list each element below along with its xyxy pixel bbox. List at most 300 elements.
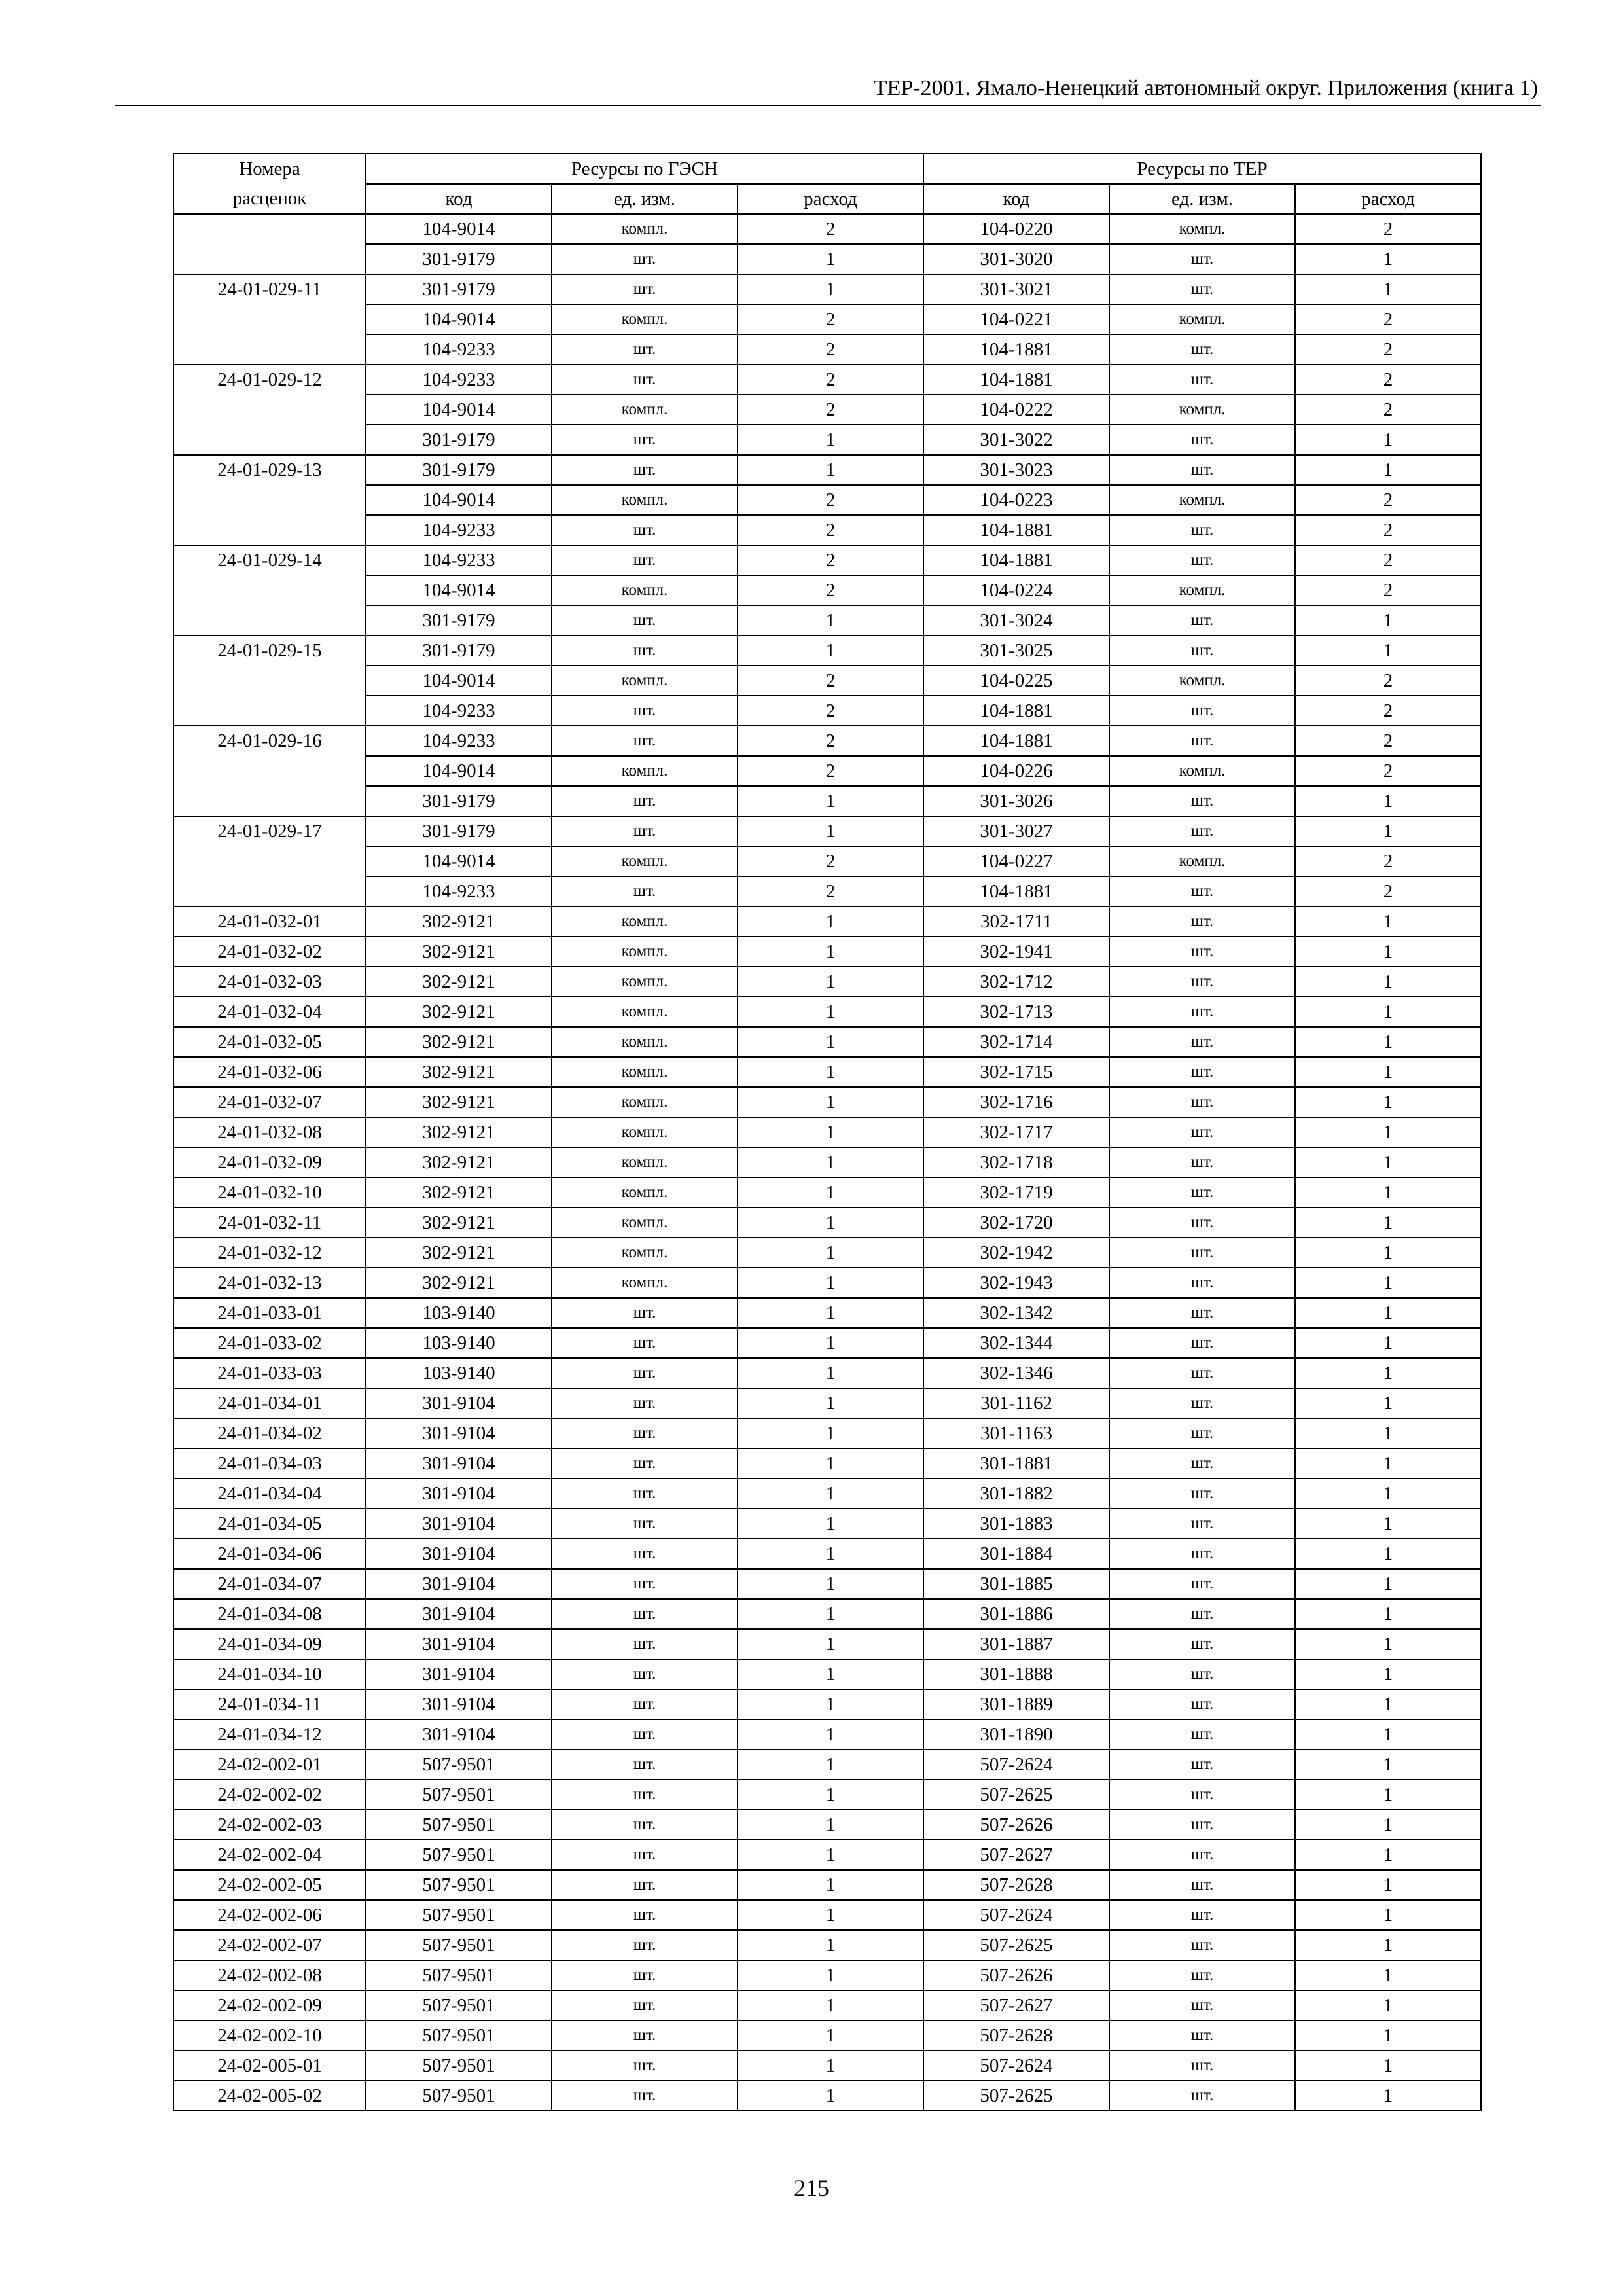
cell-gesn-unit: компл. [552,756,738,786]
cell-gesn-unit: шт. [552,1448,738,1479]
cell-ter-qty: 1 [1295,1780,1481,1810]
table-row [173,455,1481,485]
cell-ter-code: 104-1881 [923,515,1109,545]
cell-gesn-unit: шт. [552,1719,738,1749]
cell-gesn-unit: компл. [552,1177,738,1208]
cell-ter-qty: 2 [1295,214,1481,244]
cell-gesn-qty: 1 [738,1840,923,1870]
cell-ter-unit: шт. [1109,1448,1295,1479]
header-title: ТЕР-2001. Ямало-Ненецкий автономный округ. Приложения (книга 1) [873,76,1538,100]
cell-ter-code: 301-1162 [923,1388,1109,1418]
cell-ter-unit: шт. [1109,636,1295,666]
cell-gesn-code: 104-9233 [366,545,552,575]
cell-gesn-unit: компл. [552,1268,738,1298]
cell-gesn-code: 302-9121 [366,1208,552,1238]
cell-gesn-qty: 1 [738,1990,923,2020]
cell-gesn-code: 103-9140 [366,1298,552,1328]
cell-ter-code: 301-1889 [923,1689,1109,1719]
cell-rate-number: 24-02-002-04 [173,1840,366,1870]
table-row [173,1509,1481,1539]
cell-gesn-qty: 1 [738,906,923,937]
cell-ter-code: 301-3026 [923,786,1109,816]
cell-gesn-unit: компл. [552,997,738,1027]
head-ter-group: Ресурсы по ТЕР [923,154,1481,184]
cell-ter-unit: шт. [1109,1268,1295,1298]
cell-ter-qty: 1 [1295,1659,1481,1689]
cell-gesn-qty: 1 [738,1328,923,1358]
cell-gesn-qty: 2 [738,304,923,334]
cell-ter-code: 104-0223 [923,485,1109,515]
cell-rate-number: 24-01-034-04 [173,1479,366,1509]
cell-gesn-unit: компл. [552,304,738,334]
table-row [173,515,1481,545]
table-row [173,1810,1481,1840]
cell-ter-code: 302-1942 [923,1238,1109,1268]
cell-gesn-qty: 1 [738,1177,923,1208]
cell-gesn-qty: 1 [738,2081,923,2111]
cell-ter-code: 302-1346 [923,1358,1109,1388]
cell-ter-code: 301-1883 [923,1509,1109,1539]
cell-gesn-code: 507-9501 [366,1930,552,1960]
cell-rate-number: 24-01-034-07 [173,1569,366,1599]
cell-ter-code: 104-0222 [923,395,1109,425]
cell-rate-number: 24-01-029-14 [173,545,366,575]
cell-rate-number: 24-02-002-03 [173,1810,366,1840]
cell-ter-unit: шт. [1109,1509,1295,1539]
cell-gesn-code: 301-9104 [366,1418,552,1448]
cell-gesn-unit: шт. [552,1298,738,1328]
table-body [173,214,1481,2111]
cell-gesn-qty: 1 [738,1930,923,1960]
cell-gesn-code: 104-9014 [366,485,552,515]
cell-gesn-code: 507-9501 [366,1749,552,1780]
cell-ter-qty: 1 [1295,1900,1481,1930]
cell-ter-code: 507-2624 [923,1749,1109,1780]
cell-ter-unit: шт. [1109,1780,1295,1810]
table-row [173,395,1481,425]
cell-gesn-unit: шт. [552,2051,738,2081]
cell-ter-qty: 1 [1295,1689,1481,1719]
cell-rate-number: 24-01-034-11 [173,1689,366,1719]
cell-ter-qty: 1 [1295,2051,1481,2081]
cell-gesn-qty: 1 [738,1780,923,1810]
cell-gesn-unit: шт. [552,425,738,455]
table-row [173,1027,1481,1057]
cell-rate-number: 24-01-034-05 [173,1509,366,1539]
cell-gesn-qty: 1 [738,1509,923,1539]
cell-gesn-unit: шт. [552,1930,738,1960]
cell-ter-unit: компл. [1109,846,1295,876]
cell-rate-number: 24-01-034-12 [173,1719,366,1749]
cell-ter-qty: 2 [1295,395,1481,425]
cell-ter-unit: шт. [1109,515,1295,545]
cell-ter-qty: 1 [1295,605,1481,636]
cell-rate-number: 24-01-033-03 [173,1358,366,1388]
table-row [173,1930,1481,1960]
cell-ter-unit: шт. [1109,1539,1295,1569]
cell-ter-unit: шт. [1109,1147,1295,1177]
cell-ter-qty: 1 [1295,997,1481,1027]
cell-gesn-code: 301-9179 [366,636,552,666]
cell-gesn-qty: 1 [738,1418,923,1448]
cell-gesn-qty: 1 [738,1238,923,1268]
cell-gesn-code: 104-9233 [366,696,552,726]
cell-ter-qty: 2 [1295,515,1481,545]
cell-gesn-qty: 1 [738,1027,923,1057]
cell-gesn-unit: шт. [552,1569,738,1599]
cell-rate-number: 24-01-034-06 [173,1539,366,1569]
cell-ter-qty: 2 [1295,485,1481,515]
table-row [173,1749,1481,1780]
head-gesn-code: код [366,184,552,214]
cell-rate-number: 24-01-029-13 [173,455,366,485]
cell-gesn-code: 301-9104 [366,1388,552,1418]
cell-gesn-qty: 1 [738,1298,923,1328]
cell-gesn-unit: шт. [552,244,738,274]
cell-gesn-code: 104-9014 [366,395,552,425]
cell-ter-qty: 2 [1295,334,1481,365]
cell-rate-number [173,876,366,906]
cell-ter-unit: компл. [1109,304,1295,334]
cell-rate-number [173,425,366,455]
cell-ter-qty: 1 [1295,1087,1481,1117]
cell-ter-unit: шт. [1109,2051,1295,2081]
cell-gesn-qty: 1 [738,786,923,816]
cell-gesn-code: 104-9233 [366,334,552,365]
cell-gesn-qty: 1 [738,636,923,666]
cell-gesn-code: 301-9179 [366,425,552,455]
cell-gesn-qty: 1 [738,1479,923,1509]
cell-gesn-unit: шт. [552,1870,738,1900]
cell-ter-qty: 1 [1295,1328,1481,1358]
cell-ter-code: 507-2626 [923,1960,1109,1990]
cell-ter-unit: шт. [1109,274,1295,304]
cell-gesn-qty: 1 [738,1629,923,1659]
cell-ter-code: 104-1881 [923,876,1109,906]
cell-gesn-qty: 1 [738,1870,923,1900]
head-rates-line2: расценок [173,184,366,214]
cell-ter-code: 302-1715 [923,1057,1109,1087]
cell-rate-number: 24-02-002-06 [173,1900,366,1930]
cell-gesn-qty: 1 [738,937,923,967]
cell-gesn-unit: шт. [552,1900,738,1930]
cell-ter-qty: 1 [1295,1027,1481,1057]
cell-gesn-code: 301-9104 [366,1569,552,1599]
cell-gesn-qty: 1 [738,1689,923,1719]
cell-rate-number [173,786,366,816]
table-row [173,365,1481,395]
cell-gesn-code: 507-9501 [366,2051,552,2081]
table-row [173,605,1481,636]
cell-ter-code: 507-2628 [923,2020,1109,2051]
cell-rate-number [173,846,366,876]
cell-gesn-code: 301-9179 [366,244,552,274]
cell-rate-number [173,756,366,786]
table-row [173,786,1481,816]
table-row [173,937,1481,967]
cell-gesn-code: 104-9014 [366,846,552,876]
cell-rate-number: 24-01-034-08 [173,1599,366,1629]
cell-ter-unit: компл. [1109,666,1295,696]
cell-ter-unit: шт. [1109,1870,1295,1900]
cell-gesn-code: 104-9233 [366,876,552,906]
cell-ter-code: 104-0220 [923,214,1109,244]
head-rates-line1: Номера [173,154,366,184]
cell-gesn-code: 301-9179 [366,605,552,636]
cell-rate-number: 24-02-002-01 [173,1749,366,1780]
cell-gesn-code: 302-9121 [366,1057,552,1087]
cell-ter-code: 507-2627 [923,1840,1109,1870]
cell-ter-qty: 2 [1295,756,1481,786]
table-row [173,1780,1481,1810]
cell-ter-code: 507-2626 [923,1810,1109,1840]
cell-ter-qty: 1 [1295,244,1481,274]
cell-ter-qty: 1 [1295,1117,1481,1147]
cell-rate-number: 24-01-034-02 [173,1418,366,1448]
cell-ter-unit: шт. [1109,1900,1295,1930]
cell-rate-number: 24-01-029-17 [173,816,366,846]
cell-ter-code: 301-3025 [923,636,1109,666]
cell-gesn-qty: 1 [738,2020,923,2051]
cell-ter-code: 104-1881 [923,696,1109,726]
cell-gesn-unit: компл. [552,1147,738,1177]
table-row [173,575,1481,605]
cell-ter-unit: шт. [1109,1208,1295,1238]
cell-ter-code: 507-2625 [923,2081,1109,2111]
cell-ter-qty: 1 [1295,2081,1481,2111]
cell-rate-number: 24-02-002-02 [173,1780,366,1810]
cell-rate-number: 24-02-002-10 [173,2020,366,2051]
cell-rate-number: 24-02-002-05 [173,1870,366,1900]
cell-ter-qty: 1 [1295,1870,1481,1900]
cell-gesn-qty: 1 [738,1358,923,1388]
cell-gesn-code: 301-9104 [366,1689,552,1719]
cell-gesn-unit: шт. [552,1539,738,1569]
cell-gesn-code: 507-9501 [366,2081,552,2111]
table-row [173,2051,1481,2081]
cell-ter-unit: шт. [1109,726,1295,756]
cell-rate-number: 24-01-034-01 [173,1388,366,1418]
cell-gesn-code: 301-9179 [366,816,552,846]
cell-gesn-unit: шт. [552,545,738,575]
cell-gesn-qty: 2 [738,365,923,395]
cell-ter-unit: компл. [1109,395,1295,425]
cell-rate-number: 24-01-032-12 [173,1238,366,1268]
cell-ter-code: 301-1888 [923,1659,1109,1689]
cell-ter-unit: шт. [1109,1479,1295,1509]
table-row [173,1117,1481,1147]
cell-rate-number: 24-01-034-09 [173,1629,366,1659]
cell-gesn-qty: 2 [738,515,923,545]
table-row [173,846,1481,876]
cell-gesn-unit: шт. [552,1509,738,1539]
cell-ter-qty: 1 [1295,1509,1481,1539]
cell-ter-qty: 2 [1295,365,1481,395]
cell-gesn-unit: шт. [552,1960,738,1990]
cell-gesn-qty: 1 [738,1900,923,1930]
cell-ter-unit: шт. [1109,2020,1295,2051]
table-row [173,816,1481,846]
cell-ter-qty: 2 [1295,696,1481,726]
cell-ter-unit: компл. [1109,756,1295,786]
cell-gesn-code: 507-9501 [366,1900,552,1930]
cell-gesn-code: 104-9233 [366,515,552,545]
cell-gesn-unit: шт. [552,1840,738,1870]
cell-gesn-qty: 2 [738,575,923,605]
cell-gesn-unit: компл. [552,666,738,696]
cell-gesn-unit: шт. [552,274,738,304]
cell-gesn-code: 301-9104 [366,1629,552,1659]
cell-ter-unit: шт. [1109,937,1295,967]
cell-gesn-unit: шт. [552,1810,738,1840]
cell-gesn-code: 507-9501 [366,1960,552,1990]
cell-ter-qty: 1 [1295,1840,1481,1870]
cell-ter-qty: 2 [1295,575,1481,605]
cell-ter-qty: 1 [1295,816,1481,846]
cell-ter-unit: шт. [1109,334,1295,365]
cell-gesn-unit: компл. [552,1238,738,1268]
cell-rate-number [173,605,366,636]
cell-rate-number: 24-01-029-11 [173,274,366,304]
cell-gesn-unit: компл. [552,846,738,876]
cell-gesn-code: 103-9140 [366,1328,552,1358]
cell-gesn-qty: 1 [738,425,923,455]
head-gesn-unit: ед. изм. [552,184,738,214]
cell-gesn-unit: шт. [552,605,738,636]
cell-ter-qty: 1 [1295,1569,1481,1599]
cell-ter-code: 302-1342 [923,1298,1109,1328]
cell-rate-number: 24-01-034-03 [173,1448,366,1479]
cell-rate-number [173,485,366,515]
cell-gesn-qty: 1 [738,1087,923,1117]
cell-rate-number: 24-01-033-02 [173,1328,366,1358]
cell-ter-qty: 1 [1295,1418,1481,1448]
cell-ter-unit: шт. [1109,425,1295,455]
cell-ter-code: 104-1881 [923,334,1109,365]
cell-gesn-unit: шт. [552,2020,738,2051]
cell-ter-unit: шт. [1109,816,1295,846]
cell-gesn-qty: 2 [738,334,923,365]
cell-ter-qty: 1 [1295,636,1481,666]
cell-gesn-qty: 1 [738,1810,923,1840]
table-row [173,1629,1481,1659]
cell-gesn-qty: 2 [738,666,923,696]
cell-gesn-code: 301-9104 [366,1659,552,1689]
cell-gesn-code: 302-9121 [366,1147,552,1177]
cell-ter-code: 301-1882 [923,1479,1109,1509]
cell-gesn-qty: 1 [738,274,923,304]
cell-gesn-unit: компл. [552,1057,738,1087]
cell-gesn-qty: 1 [738,455,923,485]
cell-gesn-code: 103-9140 [366,1358,552,1388]
table-row [173,1208,1481,1238]
cell-rate-number: 24-02-002-07 [173,1930,366,1960]
cell-gesn-code: 104-9233 [366,726,552,756]
table-row [173,2081,1481,2111]
cell-gesn-unit: шт. [552,455,738,485]
cell-ter-unit: шт. [1109,997,1295,1027]
cell-gesn-code: 301-9179 [366,786,552,816]
cell-gesn-code: 104-9233 [366,365,552,395]
head-gesn-group: Ресурсы по ГЭСН [366,154,923,184]
cell-ter-qty: 1 [1295,1358,1481,1388]
cell-ter-code: 302-1718 [923,1147,1109,1177]
table-row [173,214,1481,244]
cell-ter-qty: 1 [1295,1960,1481,1990]
cell-ter-code: 507-2624 [923,1900,1109,1930]
cell-gesn-code: 302-9121 [366,1027,552,1057]
cell-gesn-qty: 1 [738,1208,923,1238]
cell-gesn-unit: шт. [552,515,738,545]
cell-ter-unit: компл. [1109,575,1295,605]
cell-gesn-unit: шт. [552,876,738,906]
cell-ter-qty: 2 [1295,846,1481,876]
cell-gesn-qty: 2 [738,876,923,906]
cell-gesn-code: 104-9014 [366,666,552,696]
cell-ter-unit: шт. [1109,2081,1295,2111]
cell-gesn-unit: шт. [552,334,738,365]
cell-gesn-code: 302-9121 [366,937,552,967]
cell-ter-qty: 1 [1295,1629,1481,1659]
cell-rate-number [173,334,366,365]
cell-ter-unit: шт. [1109,1599,1295,1629]
cell-gesn-unit: компл. [552,1117,738,1147]
cell-ter-code: 104-1881 [923,365,1109,395]
cell-ter-qty: 1 [1295,786,1481,816]
cell-ter-qty: 1 [1295,1057,1481,1087]
table-row [173,666,1481,696]
cell-gesn-code: 104-9014 [366,304,552,334]
cell-ter-code: 302-1943 [923,1268,1109,1298]
table-row [173,1659,1481,1689]
cell-gesn-unit: компл. [552,575,738,605]
cell-gesn-qty: 1 [738,1388,923,1418]
cell-gesn-code: 507-9501 [366,1780,552,1810]
cell-ter-qty: 1 [1295,1268,1481,1298]
cell-gesn-qty: 1 [738,1057,923,1087]
table-row [173,1599,1481,1629]
cell-ter-unit: шт. [1109,1328,1295,1358]
cell-ter-qty: 1 [1295,1298,1481,1328]
table-row [173,304,1481,334]
cell-rate-number: 24-01-029-16 [173,726,366,756]
cell-gesn-code: 301-9104 [366,1539,552,1569]
cell-ter-code: 507-2628 [923,1870,1109,1900]
cell-ter-code: 301-3022 [923,425,1109,455]
cell-gesn-qty: 1 [738,1960,923,1990]
cell-gesn-qty: 1 [738,997,923,1027]
cell-ter-qty: 1 [1295,906,1481,937]
cell-rate-number: 24-01-034-10 [173,1659,366,1689]
cell-gesn-qty: 1 [738,1147,923,1177]
cell-gesn-unit: шт. [552,636,738,666]
cell-gesn-code: 507-9501 [366,1870,552,1900]
cell-gesn-qty: 1 [738,1268,923,1298]
cell-rate-number [173,214,366,244]
cell-ter-unit: шт. [1109,1177,1295,1208]
cell-ter-code: 302-1716 [923,1087,1109,1117]
cell-gesn-code: 301-9104 [366,1448,552,1479]
cell-gesn-code: 302-9121 [366,906,552,937]
cell-ter-unit: шт. [1109,1719,1295,1749]
cell-ter-qty: 1 [1295,1147,1481,1177]
cell-gesn-unit: шт. [552,1388,738,1418]
table-row [173,726,1481,756]
cell-rate-number: 24-01-029-15 [173,636,366,666]
table-row [173,876,1481,906]
table-row [173,1870,1481,1900]
cell-ter-qty: 1 [1295,1177,1481,1208]
